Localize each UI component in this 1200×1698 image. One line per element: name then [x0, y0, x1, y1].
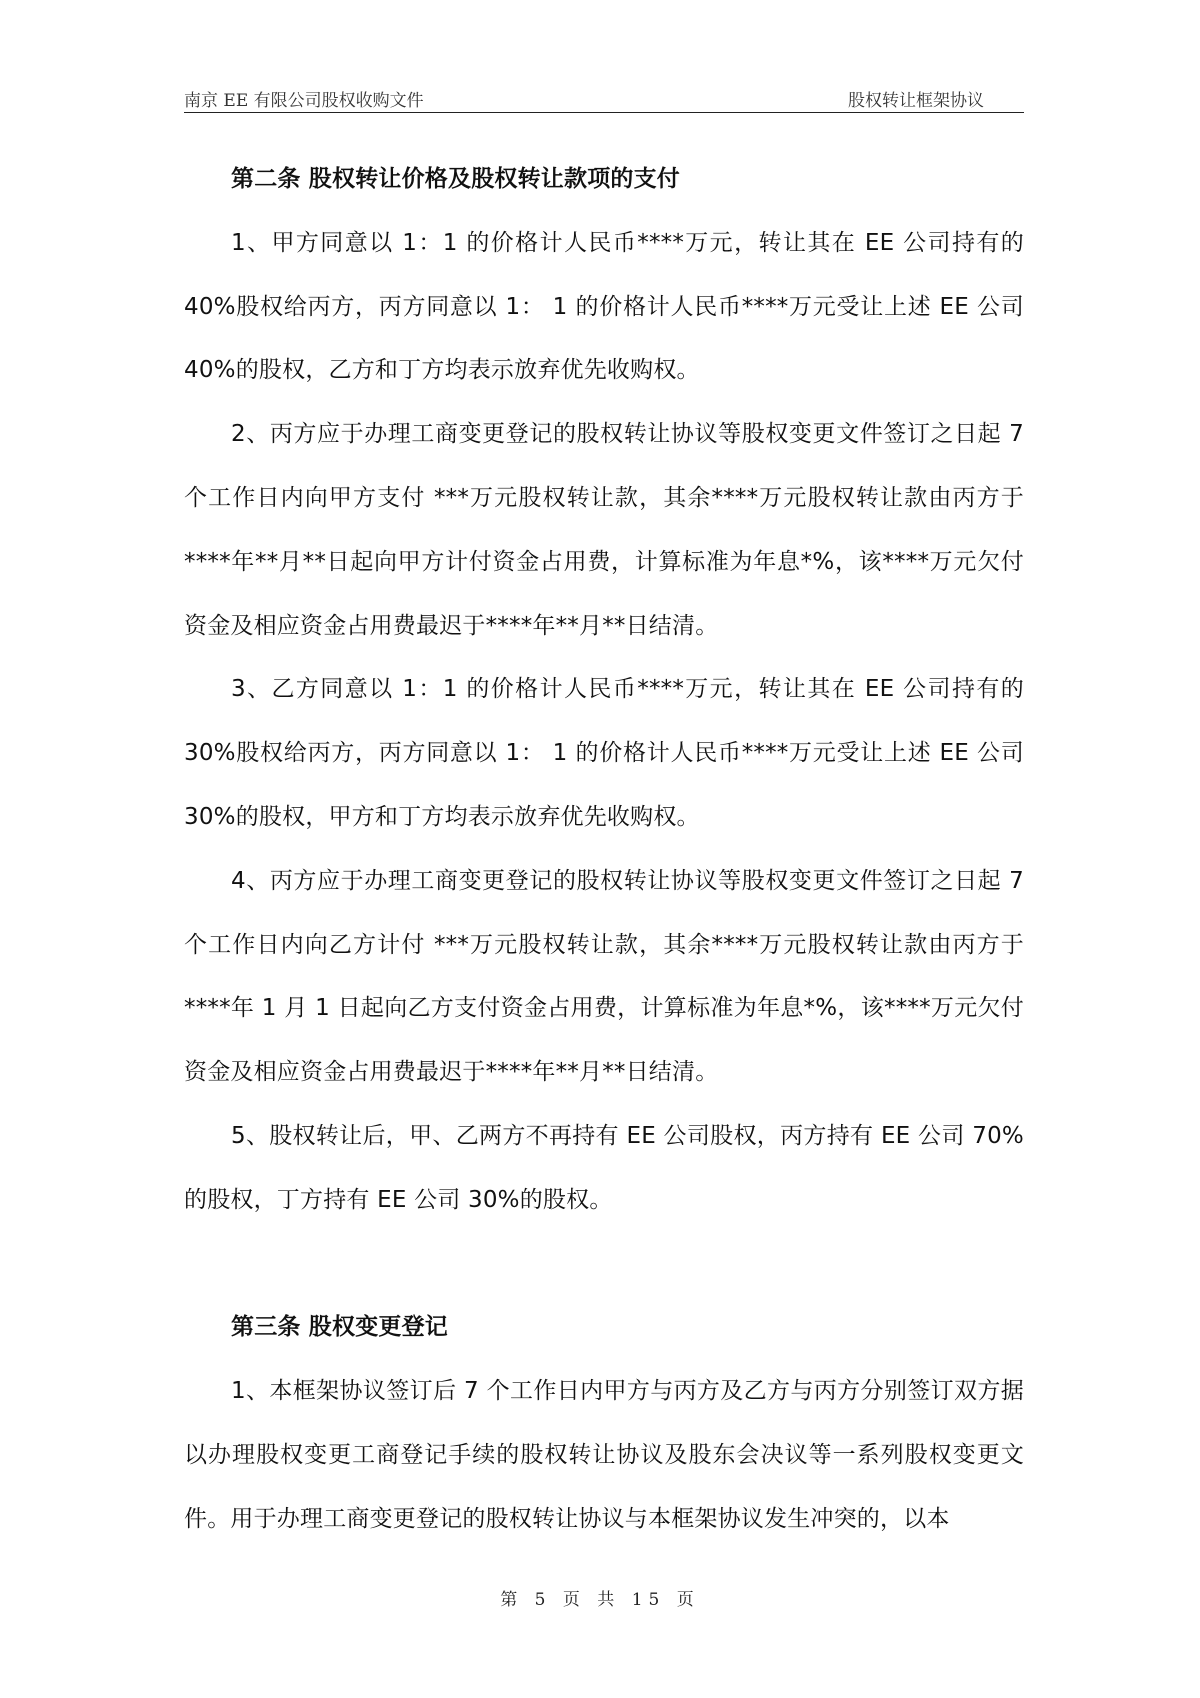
header-divider	[184, 112, 1024, 113]
document-body	[184, 148, 1024, 1552]
article-2-clause-2: 2、丙方应于办理工商变更登记的股权转让协议等股权变更文件签订之日起 7 个工作日内向甲方支付 ***万元股权转让款，其余****万元股权转让款由丙方于****年**月**日起向甲方计付资金占用费，计算标准为年息*%，该****万元欠付资金及相应资金占用费最迟于****年**月**日结清。	[184, 421, 1024, 639]
article-2-title: 第二条 股权转让价格及股权转让款项的支付	[231, 166, 681, 192]
article-2-clause-1: 1、甲方同意以 1：1 的价格计人民币****万元，转让其在 EE 公司持有的 40%股权给丙方，丙方同意以 1： 1 的价格计人民币****万元受让上述 EE 公司 40%的股权，乙方和丁方均表示放弃优先收购权。	[184, 229, 1024, 384]
article-3-title: 第三条 股权变更登记	[231, 1314, 449, 1341]
article-2-clause-3: 3、乙方同意以 1：1 的价格计人民币****万元，转让其在 EE 公司持有的 30%股权给丙方，丙方同意以 1： 1 的价格计人民币****万元受让上述 EE 公司 30%的股权，甲方和丁方均表示放弃优先收购权。	[184, 676, 1024, 830]
header-section-title: 股权转让框架协议	[848, 91, 984, 111]
page-header	[184, 86, 1024, 112]
section-spacer	[184, 1233, 1024, 1297]
article-3-clause-1: 1、本框架协议签订后 7 个工作日内甲方与丙方及乙方与丙方分别签订双方据以办理股权变更工商登记手续的股权转让协议及股东会决议等一系列股权变更文件。用于办理工商变更登记的股权转让协议与本框架协议发生冲突的，以本	[184, 1378, 1024, 1532]
header-document-title: 南京 EE 有限公司股权收购文件	[184, 91, 424, 111]
article-2-clause-5: 5、股权转让后，甲、乙两方不再持有 EE 公司股权，丙方持有 EE 公司 70%的股权，丁方持有 EE 公司 30%的股权。	[184, 1122, 1024, 1213]
article-2-clause-4: 4、丙方应于办理工商变更登记的股权转让协议等股权变更文件签订之日起 7 个工作日内向乙方计付 ***万元股权转让款，其余****万元股权转让款由丙方于****年 1 月 1 日起向乙方支付资金占用费，计算标准为年息*%，该****万元欠付资金及相应资金占用费最迟于****年**月**日结清。	[184, 867, 1024, 1086]
page-number: 第 5 页 共 15 页	[500, 1590, 700, 1610]
